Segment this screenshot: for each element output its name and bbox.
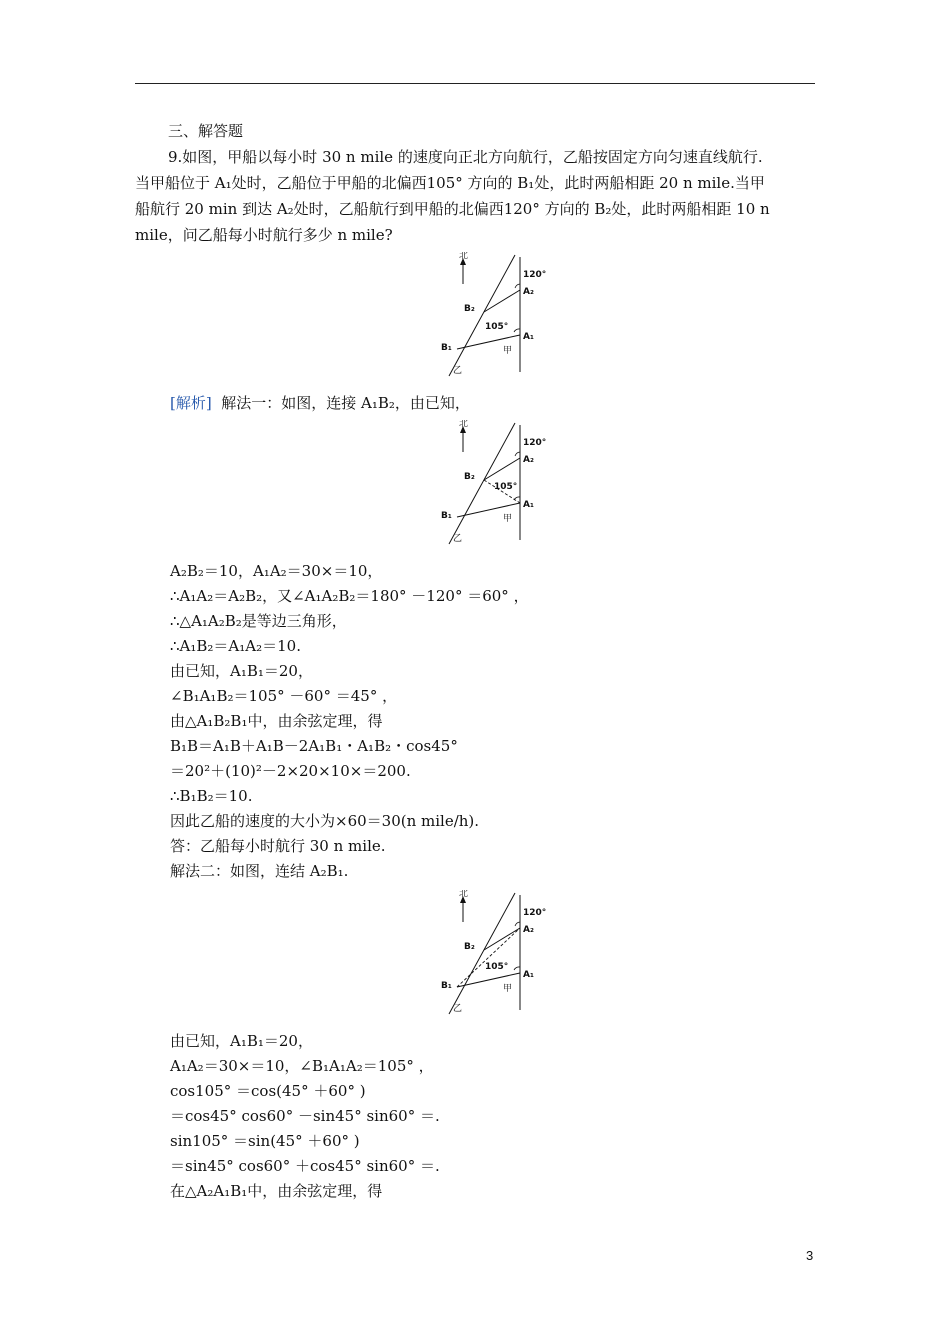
- problem-line: 9.如图，甲船以每小时 30 n mile 的速度向正北方向航行，乙船按固定方向匀速直线航行.: [168, 148, 763, 166]
- step-line: 由已知，A₁B₁＝20，: [170, 1032, 313, 1050]
- angle-120-label: 120°: [523, 270, 547, 280]
- section-title: 三、解答题: [168, 122, 244, 140]
- solution-heading: [170, 392, 470, 414]
- a2-label: A₂: [523, 455, 534, 465]
- north-label: 北: [459, 420, 469, 429]
- a1-label: A₁: [523, 332, 534, 342]
- step-line: ＝cos45° cos60° －sin45° sin60° ＝.: [170, 1107, 440, 1125]
- a2-label: A₂: [523, 287, 534, 297]
- step-line: cos105° ＝cos(45° ＋60° ): [170, 1082, 366, 1100]
- a1-label: A₁: [523, 970, 534, 980]
- a2-label: A₂: [523, 925, 534, 935]
- yi-label: 乙: [453, 1004, 463, 1014]
- angle-120-label: 120°: [523, 908, 547, 918]
- yi-label: 乙: [453, 366, 463, 376]
- problem-line: 当甲船位于 A₁处时，乙船位于甲船的北偏西105° 方向的 B₁处，此时两船相距 20 n mile.当甲: [135, 174, 765, 192]
- b1-label: B₁: [441, 343, 452, 353]
- a1-label: A₁: [523, 500, 534, 510]
- problem-line: 船航行 20 min 到达 A₂处时，乙船航行到甲船的北偏西120° 方向的 B₂处，此时两船相距 10 n: [135, 200, 770, 218]
- method1-intro: 解法一：如图，连接 A₁B₂，由已知，: [221, 394, 470, 412]
- b2-label: B₂: [464, 304, 475, 314]
- method2-intro: 解法二：如图，连结 A₂B₁.: [170, 862, 349, 880]
- step-line: ∴△A₁A₂B₂是等边三角形，: [170, 612, 347, 630]
- answer-line: 答：乙船每小时航行 30 n mile.: [170, 837, 386, 855]
- angle-105-label: 105°: [485, 962, 509, 972]
- step-line: B₁B＝A₁B＋A₁B－2A₁B₁・A₁B₂・cos45°: [170, 737, 458, 755]
- step-line: 由已知，A₁B₁＝20，: [170, 662, 313, 680]
- angle-105-label: 105°: [494, 482, 518, 492]
- page-number: 3: [806, 1248, 814, 1263]
- north-label: 北: [459, 252, 469, 261]
- step-line: 在△A₂A₁B₁中，由余弦定理，得: [170, 1182, 383, 1200]
- step-line: ∠B₁A₁B₂＝105° －60° ＝45° ，: [170, 687, 398, 705]
- step-line: ∴A₁B₂＝A₁A₂＝10.: [170, 637, 301, 655]
- b1-label: B₁: [441, 511, 452, 521]
- header-rule: [135, 83, 815, 84]
- yi-label: 乙: [453, 534, 463, 544]
- problem-line: mile，问乙船每小时航行多少 n mile?: [135, 226, 393, 244]
- figure-2: [430, 420, 550, 545]
- step-line: ∴A₁A₂＝A₂B₂，又∠A₁A₂B₂＝180° －120° ＝60° ，: [170, 587, 529, 605]
- b2-label: B₂: [464, 472, 475, 482]
- step-line: A₁A₂＝30×＝10，∠B₁A₁A₂＝105° ，: [170, 1057, 434, 1075]
- north-label: 北: [459, 890, 469, 899]
- b1-label: B₁: [441, 981, 452, 991]
- step-line: A₂B₂＝10，A₁A₂＝30×＝10，: [170, 562, 383, 580]
- figure-3: [430, 890, 550, 1015]
- jia-label: 甲: [503, 346, 513, 356]
- figure-1: [430, 252, 550, 377]
- step-line: sin105° ＝sin(45° ＋60° ): [170, 1132, 360, 1150]
- step-line: ＝sin45° cos60° ＋cos45° sin60° ＝.: [170, 1157, 440, 1175]
- step-line: ∴B₁B₂＝10.: [170, 787, 253, 805]
- step-line: 因此乙船的速度的大小为×60＝30(n mile/h).: [170, 812, 480, 830]
- step-line: ＝20²＋(10)²－2×20×10×＝200.: [170, 762, 411, 780]
- angle-105-label: 105°: [485, 322, 509, 332]
- b2-label: B₂: [464, 942, 475, 952]
- solution-tag: [解析]: [170, 394, 212, 412]
- step-line: 由△A₁B₂B₁中，由余弦定理，得: [170, 712, 383, 730]
- jia-label: 甲: [503, 514, 513, 524]
- angle-120-label: 120°: [523, 438, 547, 448]
- jia-label: 甲: [503, 984, 513, 994]
